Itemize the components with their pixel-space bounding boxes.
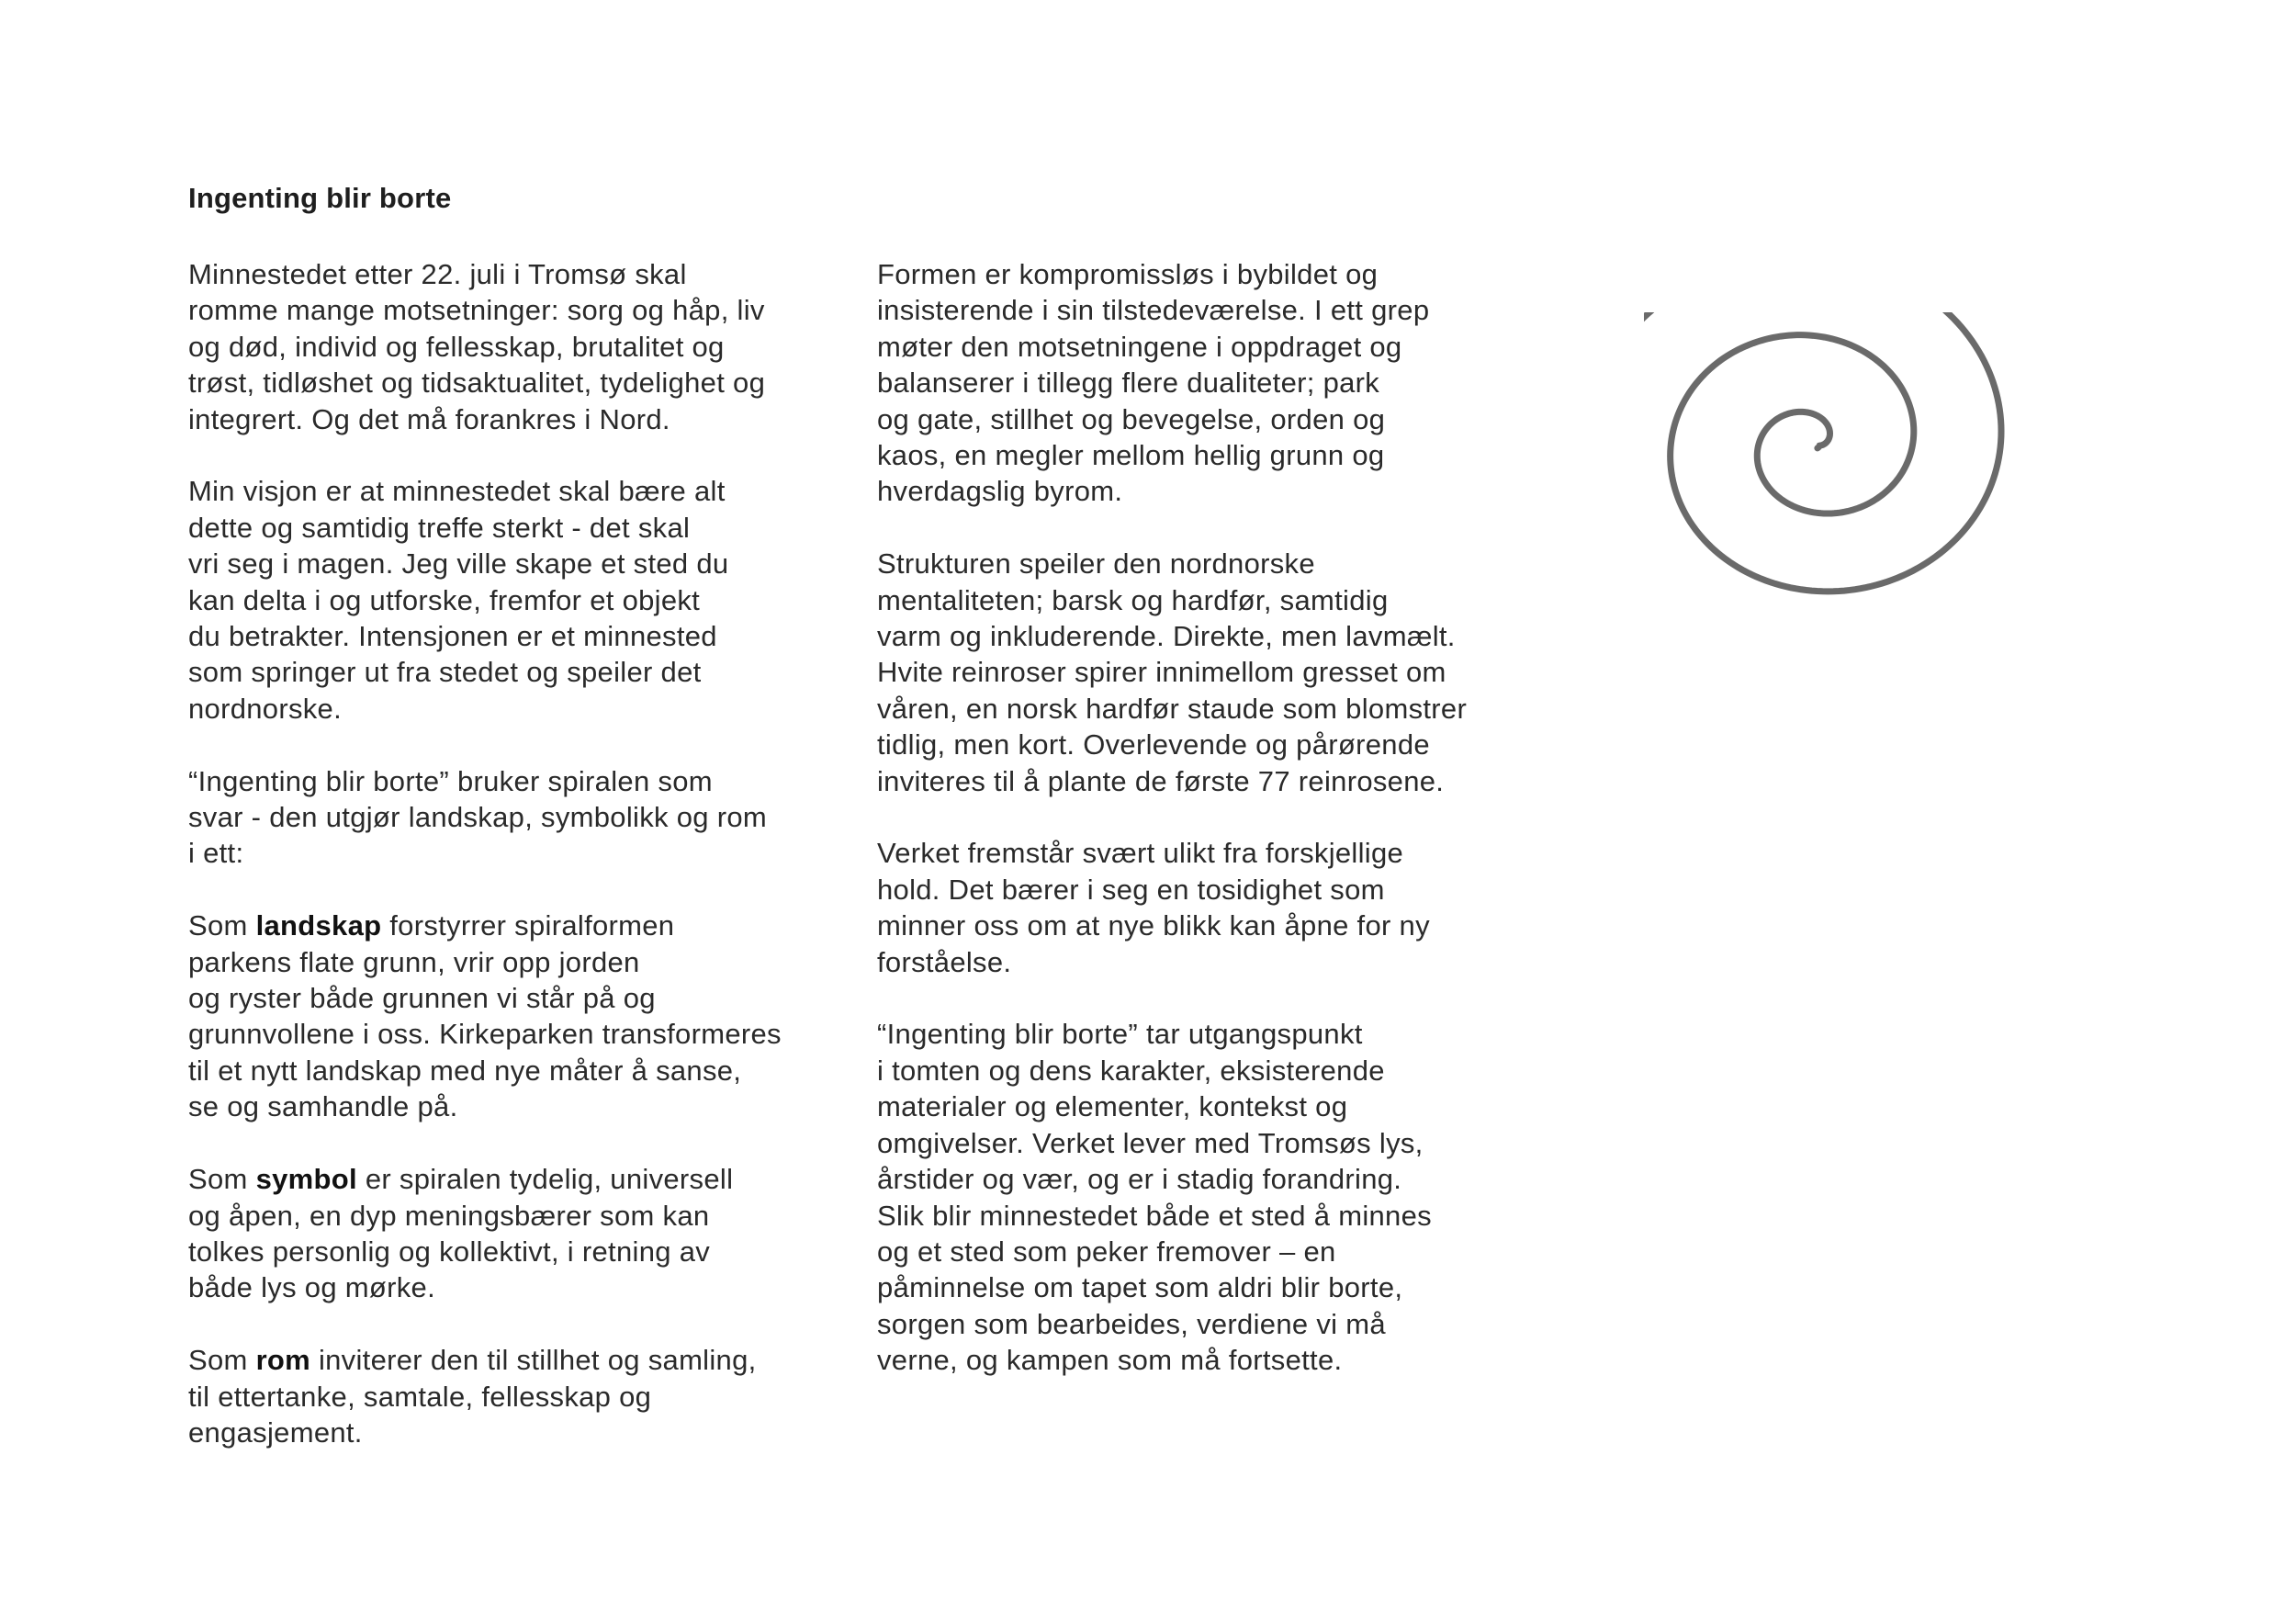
line-suffix: er spiralen tydelig, universell xyxy=(356,1163,734,1196)
text-line: Min visjon er at minnestedet skal bære alt xyxy=(188,475,726,508)
text-line: både lys og mørke. xyxy=(188,1271,436,1304)
spiral-icon xyxy=(1644,312,2011,606)
text-line xyxy=(188,1161,776,1197)
text-line: sorgen som bearbeides, verdiene vi må xyxy=(877,1307,1386,1340)
text-line: insisterende i sin tilstedeværelse. I ett grep xyxy=(877,294,1430,327)
text-line: og et sted som peker fremover – en xyxy=(877,1235,1336,1268)
text-line: Verket fremstår svært ulikt fra forskjellige xyxy=(877,837,1404,870)
text-line: kaos, en megler mellom hellig grunn og xyxy=(877,439,1385,472)
text-line: svar - den utgjør landskap, symbolikk og rom xyxy=(188,801,767,834)
text-line: som springer ut fra stedet og speiler det xyxy=(188,656,702,689)
keyword-landskap: landskap xyxy=(255,909,382,942)
text-line: og ryster både grunnen vi står på og xyxy=(188,982,656,1015)
line-suffix: inviterer den til stillhet og samling, xyxy=(310,1344,757,1377)
text-line: romme mange motsetninger: sorg og håp, liv xyxy=(188,294,765,327)
text-line: varm og inkluderende. Direkte, men lavmælt. xyxy=(877,620,1456,653)
text-line: inviteres til å plante de første 77 reinrosene. xyxy=(877,764,1445,797)
perspective-paragraph xyxy=(877,835,1465,980)
text-line: våren, en norsk hardfør staude som blomstrer xyxy=(877,692,1468,725)
text-line: minner oss om at nye blikk kan åpne for ny xyxy=(877,909,1430,942)
text-line: og gate, stillhet og bevegelse, orden og xyxy=(877,402,1386,435)
text-line: verne, og kampen som må fortsette. xyxy=(877,1344,1343,1377)
text-line: du betrakter. Intensjonen er et minnested xyxy=(188,620,717,653)
text-line: kan delta i og utforske, fremfor et objekt xyxy=(188,583,701,616)
text-line: dette og samtidig treffe sterkt - det skal xyxy=(188,511,691,544)
text-line: påminnelse om tapet som aldri blir borte, xyxy=(877,1271,1403,1304)
text-line: tolkes personlig og kollektivt, i retning av xyxy=(188,1235,711,1268)
page-title: Ingenting blir borte xyxy=(188,182,452,214)
text-line: omgivelser. Verket lever med Tromsøs lys, xyxy=(877,1126,1424,1159)
text-line: integrert. Og det må forankres i Nord. xyxy=(188,402,670,435)
text-line: mentaliteten; barsk og hardfør, samtidig xyxy=(877,583,1389,616)
text-line xyxy=(188,1342,776,1378)
left-text-column xyxy=(188,256,782,1487)
text-line xyxy=(188,908,776,943)
site-paragraph xyxy=(877,1016,1465,1378)
text-line: årstider og vær, og er i stadig forandring. xyxy=(877,1163,1402,1196)
text-line: og åpen, en dyp meningsbærer som kan xyxy=(188,1199,710,1232)
text-line: Formen er kompromissløs i bybildet og xyxy=(877,258,1379,290)
spiral-answer-paragraph xyxy=(188,763,776,872)
text-line: parkens flate grunn, vrir opp jorden xyxy=(188,945,640,978)
keyword-symbol: symbol xyxy=(255,1163,357,1196)
line-prefix: Som xyxy=(188,1163,256,1196)
keyword-rom: rom xyxy=(255,1344,311,1377)
line-prefix: Som xyxy=(188,909,256,942)
text-line: Strukturen speiler den nordnorske xyxy=(877,547,1315,581)
text-line: hold. Det bærer i seg en tosidighet som xyxy=(877,873,1385,906)
text-line: og død, individ og fellesskap, brutalitet og xyxy=(188,330,725,363)
text-line: tidlig, men kort. Overlevende og pårørende xyxy=(877,728,1430,761)
text-line: hverdagslig byrom. xyxy=(877,475,1123,508)
text-line: til ettertanke, samtale, fellesskap og xyxy=(188,1380,652,1413)
text-line: forståelse. xyxy=(877,945,1012,978)
text-line: se og samhandle på. xyxy=(188,1090,458,1123)
text-line: “Ingenting blir borte” bruker spiralen som xyxy=(188,764,713,797)
text-line: grunnvollene i oss. Kirkeparken transformeres xyxy=(188,1018,782,1051)
text-line: Hvite reinroser spirer innimellom gresset om xyxy=(877,656,1446,689)
text-line: i tomten og dens karakter, eksisterende xyxy=(877,1054,1385,1087)
text-line: “Ingenting blir borte” tar utgangspunkt xyxy=(877,1018,1363,1051)
text-line: Minnestedet etter 22. juli i Tromsø skal xyxy=(188,258,687,290)
spiral-path xyxy=(1644,312,2001,592)
middle-text-column xyxy=(877,256,1468,1415)
line-prefix: Som xyxy=(188,1344,256,1377)
text-line: engasjement. xyxy=(188,1415,363,1449)
landscape-paragraph xyxy=(188,908,782,1124)
text-line: materialer og elementer, kontekst og xyxy=(877,1090,1348,1123)
intro-paragraph xyxy=(188,256,776,437)
text-line: trøst, tidløshet og tidsaktualitet, tydelighet og xyxy=(188,367,766,400)
text-line: i ett: xyxy=(188,837,244,870)
text-line: Slik blir minnestedet både et sted å minnes xyxy=(877,1199,1432,1232)
text-line: balanserer i tillegg flere dualiteter; park xyxy=(877,367,1380,400)
line-suffix: forstyrrer spiralformen xyxy=(381,909,675,942)
structure-paragraph xyxy=(877,546,1468,799)
text-line: møter den motsetningene i oppdraget og xyxy=(877,330,1402,363)
text-line: vri seg i magen. Jeg ville skape et sted du xyxy=(188,547,729,581)
vision-paragraph xyxy=(188,473,776,727)
text-line: nordnorske. xyxy=(188,692,343,725)
symbol-paragraph xyxy=(188,1161,776,1306)
text-line: til et nytt landskap med nye måter å sanse, xyxy=(188,1054,742,1087)
form-paragraph xyxy=(877,256,1465,510)
room-paragraph xyxy=(188,1342,776,1450)
